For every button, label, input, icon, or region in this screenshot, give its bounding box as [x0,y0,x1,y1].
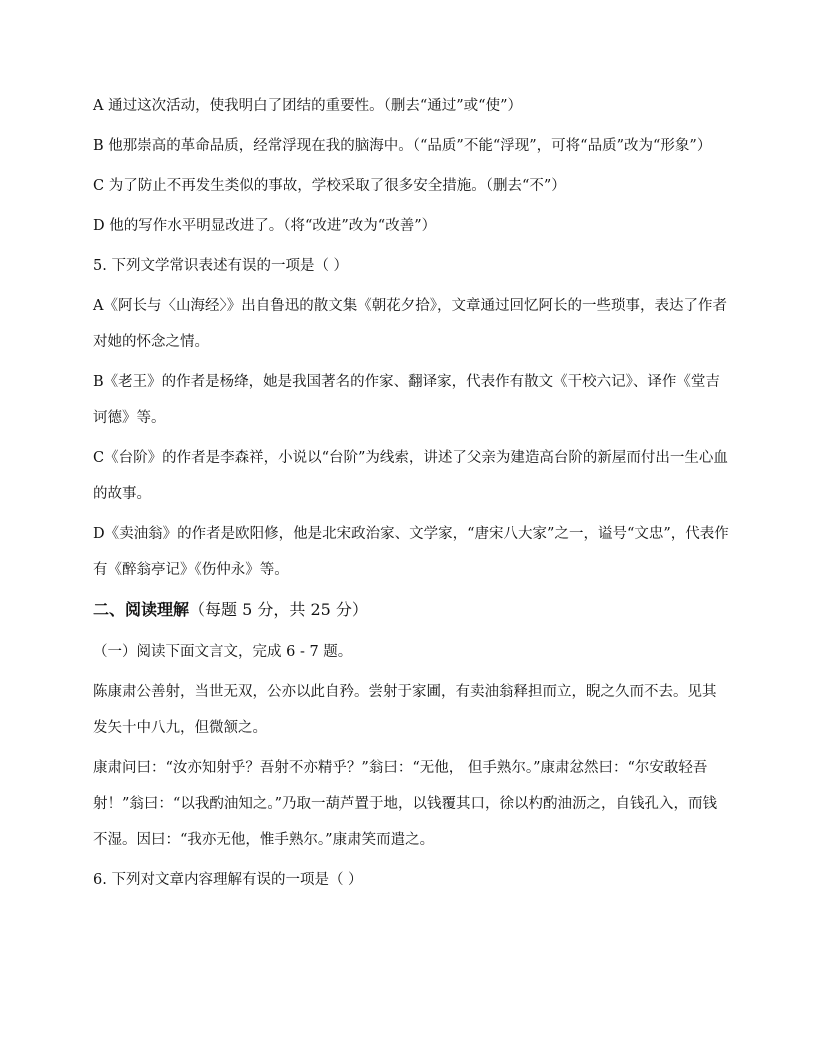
question-6: 6. 下列对文章内容理解有误的一项是（ ） [93,872,363,888]
classical-text-paragraph-2: 康肃问曰：“汝亦知射乎？吾射不亦精乎？”翁曰：“无他， 但手熟尔。”康肃忿然曰：“尔安敢轻吾射！”翁曰：“以我酌油知之。”乃取一葫芦置于地，以钱覆其口，徐以杓酌油沥之，自钱孔入，而钱不湿。因曰：“我亦无他，惟手熟尔。”康肃笑而遣之。 [93,760,717,848]
question-5-option-c: C《台阶》的作者是李森祥，小说以“台阶”为线索，讲述了父亲为建造高台阶的新屋而付出一生心血的故事。 [93,450,728,502]
option-d-sentence: D 他的写作水平明显改进了。（将“改进”改为“改善”） [93,218,437,234]
option-c-sentence: C 为了防止不再发生类似的事故，学校采取了很多安全措施。（删去“不”） [93,178,566,194]
classical-text-paragraph-1: 陈康肃公善射，当世无双，公亦以此自矜。尝射于家圃，有卖油翁释担而立，睨之久而不去。见其发矢十中八九，但微颔之。 [93,684,717,736]
section-note: （每题 5 分，共 25 分） [189,600,368,619]
question-5-option-b: B《老王》的作者是杨绛，她是我国著名的作家、翻译家，代表作有散文《干校六记》、译作《堂吉诃德》等。 [93,374,720,426]
question-5-option-d: D《卖油翁》的作者是欧阳修，他是北宋政治家、文学家，“唐宋八大家”之一，谥号“文忠”，代表作有《醉翁亭记》《伤仲永》等。 [93,526,729,578]
document-page [93,88,729,902]
question-5-option-a: A《阿长与〈山海经〉》出自鲁迅的散文集《朝花夕拾》，文章通过回忆阿长的一些琐事，表达了作者对她的怀念之情。 [93,298,727,350]
reading-instruction: （一）阅读下面文言文，完成 6 - 7 题。 [93,644,353,660]
option-b-sentence: B 他那崇高的革命品质，经常浮现在我的脑海中。（“品质”不能“浮现”，可将“品质”改为“形象”） [93,138,712,154]
question-5: 5. 下列文学常识表述有误的一项是（ ） [93,258,349,274]
section-title: 二、阅读理解 [93,600,190,619]
option-a-sentence: A 通过这次活动，使我明白了团结的重要性。（删去“通过”或“使”） [93,98,522,114]
section-heading [93,592,729,628]
